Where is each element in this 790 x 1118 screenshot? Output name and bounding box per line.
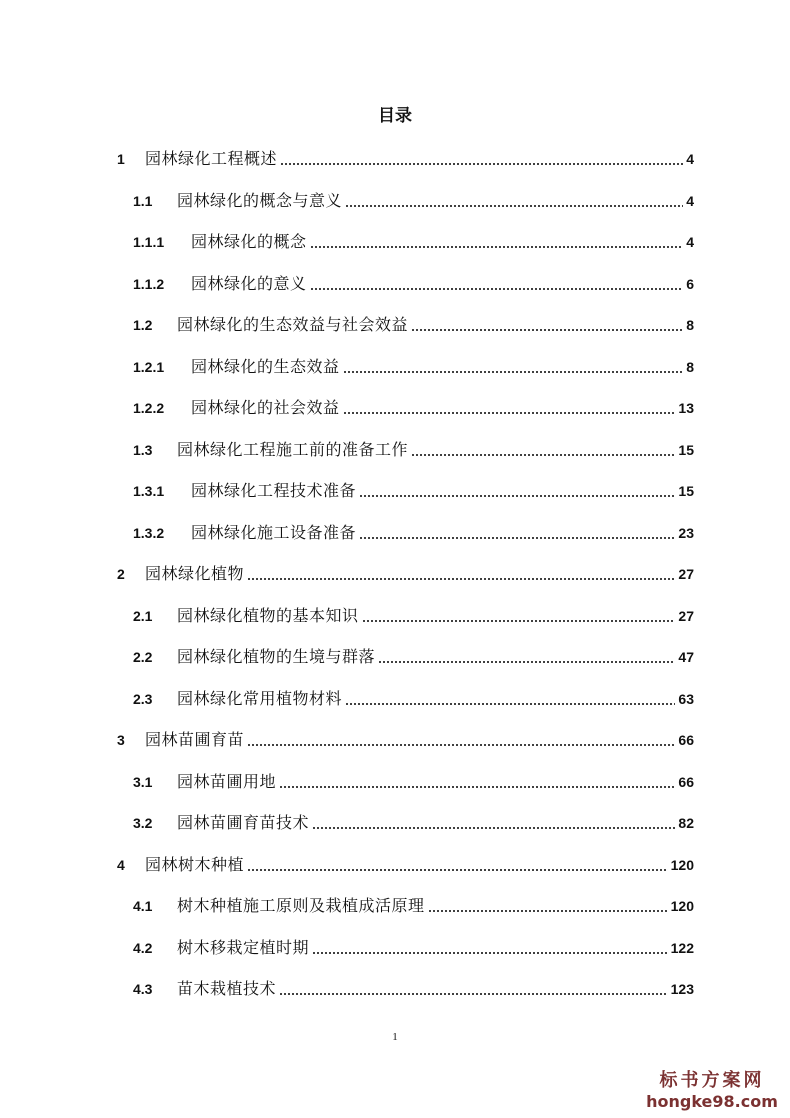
toc-entry[interactable] (133, 770, 694, 794)
toc-entry-title: 园林绿化的意义 (191, 274, 307, 293)
toc-entry-number: 1.3 (133, 442, 153, 458)
toc-entry-title: 园林绿化植物的基本知识 (177, 606, 359, 625)
toc-leader-dots (343, 396, 676, 420)
toc-entry[interactable] (133, 396, 694, 420)
toc-leader-dots (359, 521, 675, 545)
toc-entry-page: 4 (686, 151, 694, 167)
toc-entry-page: 13 (678, 400, 694, 416)
toc-entry-page: 66 (678, 774, 694, 790)
toc-entry-title: 园林绿化的生态效益与社会效益 (177, 315, 409, 334)
toc-entry-page: 82 (678, 815, 694, 831)
toc-entry-page: 23 (678, 525, 694, 541)
toc-leader-dots (279, 977, 668, 1001)
toc-entry-number: 3.1 (133, 774, 153, 790)
toc-entry[interactable] (133, 272, 694, 296)
toc-leader-dots (359, 479, 675, 503)
toc-entry-number: 1.2.2 (133, 400, 165, 416)
toc-entry[interactable] (133, 894, 694, 918)
toc-entry-page: 4 (686, 234, 694, 250)
toc-entry[interactable] (133, 313, 694, 337)
toc-entry[interactable] (117, 147, 694, 171)
watermark-url: hongke98.com (646, 1092, 778, 1111)
toc-entry-page: 8 (686, 359, 694, 375)
toc-leader-dots (247, 562, 675, 586)
toc-entry-title: 园林苗圃育苗技术 (177, 813, 310, 832)
watermark-logo (642, 1070, 782, 1112)
toc-leader-dots (362, 604, 676, 628)
toc-entry[interactable] (133, 438, 694, 462)
toc-entry-page: 4 (686, 193, 694, 209)
toc-entry-title: 树木移栽定植时期 (177, 938, 310, 957)
toc-entry-number: 1.1.2 (133, 276, 165, 292)
toc-entry[interactable] (133, 230, 694, 254)
toc-entry-number: 2.3 (133, 691, 153, 707)
toc-entry[interactable] (133, 936, 694, 960)
toc-entry-title: 园林绿化施工设备准备 (191, 523, 357, 542)
toc-entry-page: 27 (678, 608, 694, 624)
toc-entry-title: 园林绿化的生态效益 (191, 357, 340, 376)
toc-leader-dots (312, 936, 668, 960)
toc-leader-dots (312, 811, 675, 835)
toc-entry-number: 1.1 (133, 193, 153, 209)
toc-entry-page: 63 (678, 691, 694, 707)
toc-entry-number: 1.3.2 (133, 525, 165, 541)
page-number: 1 (392, 1031, 398, 1043)
toc-entry-page: 122 (670, 940, 694, 956)
toc-entry-number: 1.2.1 (133, 359, 165, 375)
toc-entry[interactable] (133, 645, 694, 669)
toc-entry[interactable] (133, 811, 694, 835)
toc-entry[interactable] (133, 687, 694, 711)
page-title: 目录 (378, 106, 412, 126)
toc-entry-number: 3 (117, 732, 125, 748)
toc-entry-page: 15 (678, 442, 694, 458)
toc-entry[interactable] (117, 728, 694, 752)
toc-entry-title: 园林绿化常用植物材料 (177, 689, 343, 708)
toc-entry-title: 园林绿化植物 (145, 564, 245, 583)
toc-entry-page: 8 (686, 317, 694, 333)
toc-entry[interactable] (133, 604, 694, 628)
toc-entry[interactable] (133, 521, 694, 545)
toc-entry-title: 园林苗圃用地 (177, 772, 277, 791)
toc-entry-title: 园林树木种植 (145, 855, 245, 874)
toc-entry-title: 园林绿化的概念 (191, 232, 307, 251)
toc-entry[interactable] (133, 977, 694, 1001)
toc-entry-number: 4.1 (133, 898, 153, 914)
toc-leader-dots (310, 230, 684, 254)
toc-entry-page: 66 (678, 732, 694, 748)
toc-entry-number: 2.2 (133, 649, 153, 665)
toc-leader-dots (428, 894, 668, 918)
toc-entry-number: 2 (117, 566, 125, 582)
toc-entry-title: 园林绿化的社会效益 (191, 398, 340, 417)
toc-entry-page: 120 (670, 898, 694, 914)
toc-leader-dots (280, 147, 683, 171)
toc-entry-number: 1.2 (133, 317, 153, 333)
toc-entry-title: 园林苗圃育苗 (145, 730, 245, 749)
toc-entry-page: 123 (670, 981, 694, 997)
toc-entry-title: 园林绿化的概念与意义 (177, 191, 343, 210)
toc-entry-title: 树木种植施工原则及栽植成活原理 (177, 896, 425, 915)
toc-entry-number: 4.2 (133, 940, 153, 956)
toc-entry[interactable] (133, 355, 694, 379)
toc-entry-number: 1.1.1 (133, 234, 165, 250)
toc-entry-title: 园林绿化植物的生境与群落 (177, 647, 376, 666)
toc-entry-page: 47 (678, 649, 694, 665)
toc-leader-dots (378, 645, 675, 669)
toc-leader-dots (279, 770, 675, 794)
toc-entry-title: 苗木栽植技术 (177, 979, 277, 998)
toc-entry-number: 1.3.1 (133, 483, 165, 499)
toc-leader-dots (411, 438, 675, 462)
toc-leader-dots (247, 728, 675, 752)
watermark-text: 标书方案网 (659, 1070, 765, 1091)
toc-entry-number: 2.1 (133, 608, 153, 624)
toc-entry-number: 3.2 (133, 815, 153, 831)
toc-entry[interactable] (133, 479, 694, 503)
toc-entry-page: 15 (678, 483, 694, 499)
toc-entry-page: 27 (678, 566, 694, 582)
toc-leader-dots (247, 853, 668, 877)
toc-entry-page: 6 (686, 276, 694, 292)
toc-entry[interactable] (117, 562, 694, 586)
toc-entry[interactable] (133, 189, 694, 213)
toc-leader-dots (343, 355, 684, 379)
toc-leader-dots (345, 687, 675, 711)
toc-leader-dots (411, 313, 683, 337)
toc-entry-page: 120 (670, 857, 694, 873)
toc-entry-number: 1 (117, 151, 125, 167)
toc-entry-number: 4 (117, 857, 125, 873)
toc-entry-title: 园林绿化工程技术准备 (191, 481, 357, 500)
toc-entry-title: 园林绿化工程概述 (145, 149, 278, 168)
toc-entry-title: 园林绿化工程施工前的准备工作 (177, 440, 409, 459)
toc-entry[interactable] (117, 853, 694, 877)
toc-entry-number: 4.3 (133, 981, 153, 997)
toc-leader-dots (310, 272, 684, 296)
toc-leader-dots (345, 189, 683, 213)
